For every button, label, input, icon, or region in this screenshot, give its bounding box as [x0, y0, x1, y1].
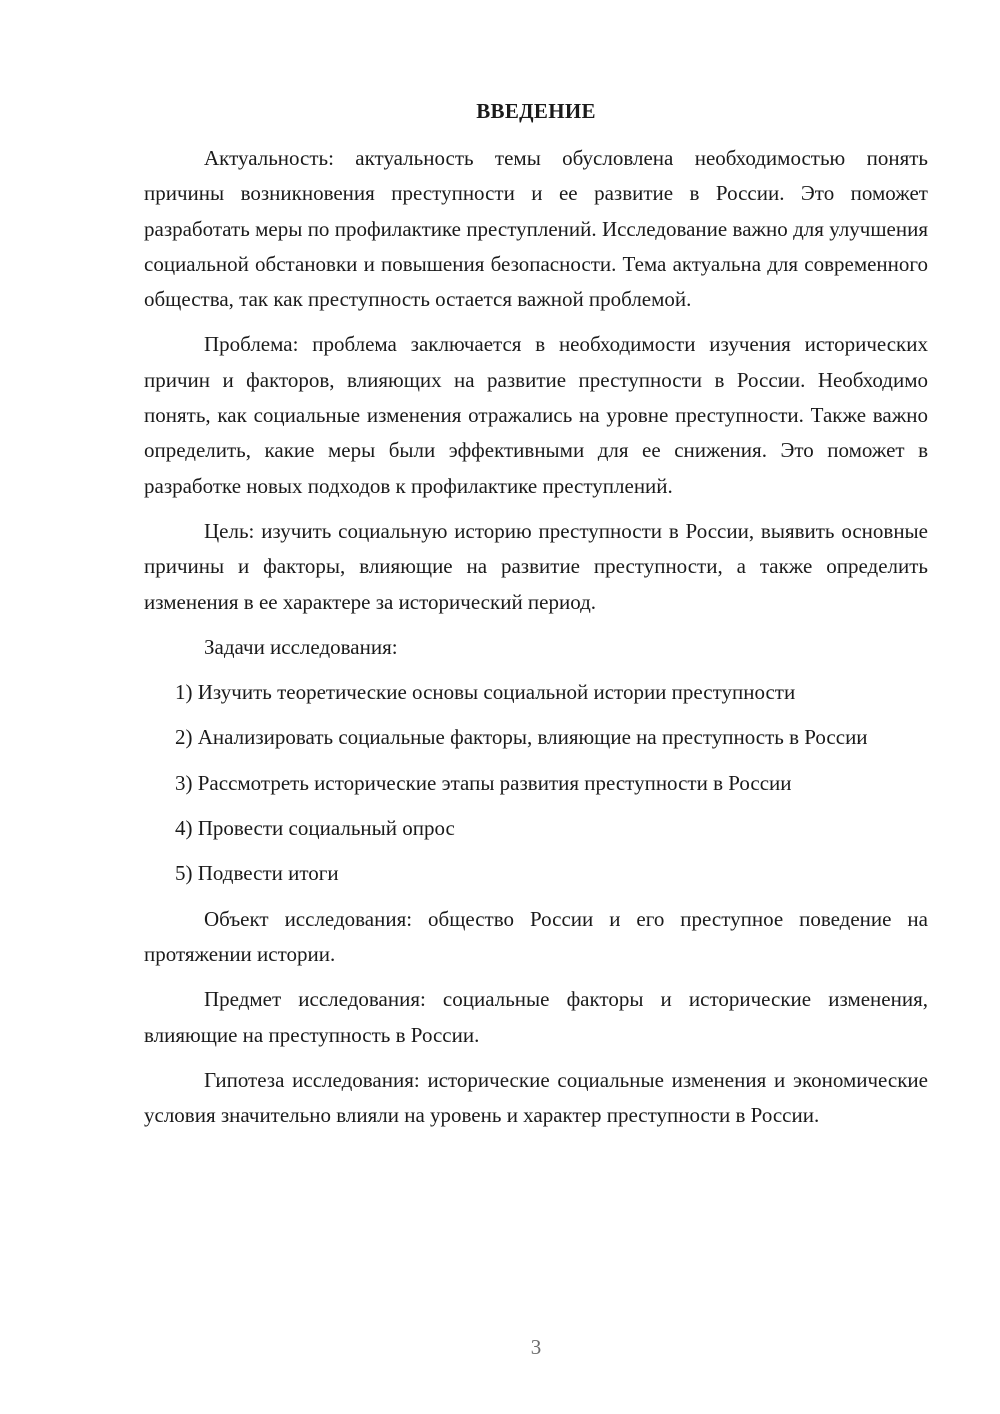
subject-paragraph: Предмет исследования: социальные факторы и исторические изменения, влияющие на преступность в России. [144, 987, 928, 1047]
task-item: 2) Анализировать социальные факторы, влияющие на преступность в России [175, 725, 868, 750]
goal-paragraph: Цель: изучить социальную историю преступности в России, выявить основные причины и факторы, влияющие на развитие преступности, а также определить изменения в ее характере за исторический период. [144, 518, 928, 614]
task-item: 4) Провести социальный опрос [175, 816, 455, 841]
section-title: ВВЕДЕНИЕ [476, 99, 596, 123]
object-paragraph: Объект исследования: общество России и его преступное поведение на протяжении истории. [144, 906, 928, 966]
relevance-paragraph: Актуальность: актуальность темы обусловлена необходимостью понять причины возникновения преступности и ее развитие в России. Это поможет разработать меры по профилактике преступлений. Исследование важно для улучшения социальной обстановки и повышения безопасности. Тема актуальна для современного общества, так как преступность остается важной проблемой. [144, 146, 928, 312]
task-item: 1) Изучить теоретические основы социальной истории преступности [175, 680, 796, 705]
task-item: 5) Подвести итоги [175, 861, 339, 886]
task-item: 3) Рассмотреть исторические этапы развития преступности в России [175, 770, 792, 795]
document-body [144, 141, 928, 1133]
hypothesis-paragraph: Гипотеза исследования: исторические социальные изменения и экономические условия значительно влияли на уровень и характер преступности в России. [144, 1067, 928, 1128]
problem-paragraph: Проблема: проблема заключается в необходимости изучения исторических причин и факторов, влияющих на развитие преступности в России. Необходимо понять, как социальные изменения отражались на уровне преступности. Также важно определить, какие меры были эффективными для ее снижения. Это поможет в разработке новых подходов к профилактике преступлений. [144, 332, 928, 498]
tasks-heading: Задачи исследования: [204, 634, 398, 659]
tasks-list [144, 675, 928, 891]
page-number: 3 [530, 1335, 542, 1359]
